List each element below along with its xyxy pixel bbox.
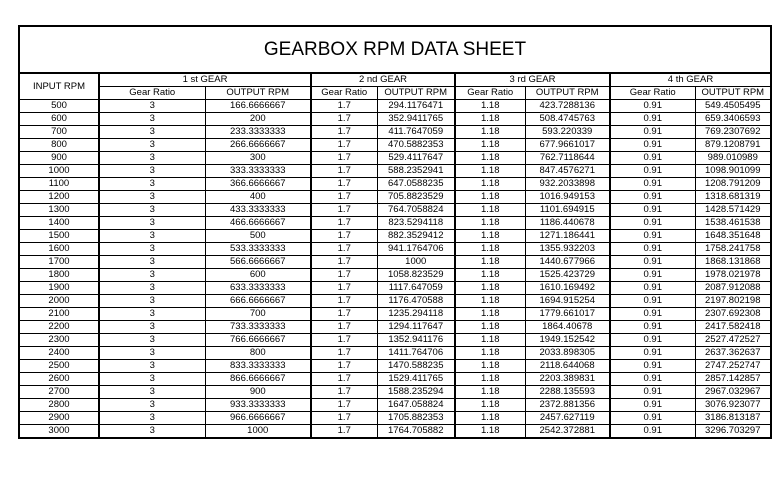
output-rpm-cell: 1764.705882 — [377, 425, 455, 439]
output-rpm-cell: 2307.692308 — [695, 308, 771, 321]
input-rpm-cell: 1600 — [19, 243, 99, 256]
output-rpm-cell: 508.4745763 — [525, 113, 610, 126]
output-rpm-cell: 1758.241758 — [695, 243, 771, 256]
gear-ratio-cell: 0.91 — [610, 230, 695, 243]
output-rpm-cell: 600 — [205, 269, 311, 282]
output-rpm-cell: 933.3333333 — [205, 399, 311, 412]
gear-ratio-cell: 1.7 — [311, 295, 377, 308]
output-rpm-cell: 1318.681319 — [695, 191, 771, 204]
output-rpm-cell: 2857.142857 — [695, 373, 771, 386]
input-rpm-header: INPUT RPM — [19, 73, 99, 100]
output-rpm-cell: 200 — [205, 113, 311, 126]
output-rpm-header: OUTPUT RPM — [525, 87, 610, 100]
output-rpm-cell: 1647.058824 — [377, 399, 455, 412]
output-rpm-cell: 1428.571429 — [695, 204, 771, 217]
output-rpm-cell: 2747.252747 — [695, 360, 771, 373]
output-rpm-cell: 233.3333333 — [205, 126, 311, 139]
input-rpm-cell: 1400 — [19, 217, 99, 230]
gear-ratio-cell: 0.91 — [610, 165, 695, 178]
output-rpm-cell: 500 — [205, 230, 311, 243]
gear-ratio-cell: 1.18 — [455, 347, 525, 360]
gear-ratio-cell: 1.18 — [455, 295, 525, 308]
gear-ratio-cell: 3 — [99, 347, 205, 360]
table-row — [19, 100, 771, 113]
output-rpm-cell: 900 — [205, 386, 311, 399]
input-rpm-cell: 2200 — [19, 321, 99, 334]
output-rpm-cell: 666.6666667 — [205, 295, 311, 308]
output-rpm-cell: 2637.362637 — [695, 347, 771, 360]
gear-ratio-cell: 3 — [99, 204, 205, 217]
input-rpm-cell: 700 — [19, 126, 99, 139]
output-rpm-cell: 1440.677966 — [525, 256, 610, 269]
input-rpm-cell: 1300 — [19, 204, 99, 217]
gear-ratio-cell: 1.18 — [455, 321, 525, 334]
output-rpm-cell: 762.7118644 — [525, 152, 610, 165]
gear-ratio-cell: 1.18 — [455, 217, 525, 230]
gear-ratio-cell: 0.91 — [610, 217, 695, 230]
table-row — [19, 113, 771, 126]
gear-ratio-cell: 0.91 — [610, 243, 695, 256]
gear-3-header: 3 rd GEAR — [455, 73, 610, 87]
gear-ratio-cell: 1.7 — [311, 139, 377, 152]
gear-ratio-cell: 1.7 — [311, 360, 377, 373]
gear-ratio-cell: 0.91 — [610, 100, 695, 113]
gear-ratio-cell: 1.18 — [455, 100, 525, 113]
gear-ratio-cell: 0.91 — [610, 425, 695, 439]
output-rpm-cell: 633.3333333 — [205, 282, 311, 295]
gear-ratio-cell: 3 — [99, 191, 205, 204]
gear-ratio-header: Gear Ratio — [610, 87, 695, 100]
gear-ratio-cell: 1.18 — [455, 230, 525, 243]
gear-ratio-cell: 3 — [99, 425, 205, 439]
gear-ratio-cell: 0.91 — [610, 126, 695, 139]
gear-ratio-header: Gear Ratio — [311, 87, 377, 100]
output-rpm-cell: 400 — [205, 191, 311, 204]
output-rpm-cell: 2457.627119 — [525, 412, 610, 425]
input-rpm-cell: 1200 — [19, 191, 99, 204]
table-row — [19, 360, 771, 373]
gear-ratio-cell: 3 — [99, 100, 205, 113]
gear-ratio-cell: 3 — [99, 334, 205, 347]
input-rpm-cell: 2700 — [19, 386, 99, 399]
output-rpm-cell: 1470.588235 — [377, 360, 455, 373]
output-rpm-cell: 593.220339 — [525, 126, 610, 139]
input-rpm-cell: 2100 — [19, 308, 99, 321]
table-row — [19, 295, 771, 308]
gear-ratio-cell: 0.91 — [610, 360, 695, 373]
output-rpm-cell: 466.6666667 — [205, 217, 311, 230]
gear-ratio-cell: 1.7 — [311, 269, 377, 282]
output-rpm-cell: 1352.941176 — [377, 334, 455, 347]
gear-ratio-cell: 1.18 — [455, 191, 525, 204]
output-rpm-cell: 647.0588235 — [377, 178, 455, 191]
gear-ratio-cell: 0.91 — [610, 256, 695, 269]
output-rpm-cell: 1208.791209 — [695, 178, 771, 191]
gear-ratio-cell: 0.91 — [610, 321, 695, 334]
gear-ratio-cell: 0.91 — [610, 152, 695, 165]
gear-ratio-cell: 0.91 — [610, 308, 695, 321]
gear-ratio-cell: 3 — [99, 269, 205, 282]
input-rpm-cell: 500 — [19, 100, 99, 113]
gear-ratio-cell: 1.18 — [455, 360, 525, 373]
output-rpm-cell: 1000 — [377, 256, 455, 269]
input-rpm-cell: 2300 — [19, 334, 99, 347]
gear-ratio-cell: 1.7 — [311, 256, 377, 269]
gear-ratio-cell: 0.91 — [610, 373, 695, 386]
gear-ratio-cell: 1.18 — [455, 412, 525, 425]
gear-ratio-cell: 1.7 — [311, 321, 377, 334]
gear-ratio-cell: 1.7 — [311, 399, 377, 412]
gear-ratio-cell: 1.7 — [311, 412, 377, 425]
output-rpm-cell: 1000 — [205, 425, 311, 439]
gear-ratio-cell: 1.18 — [455, 152, 525, 165]
output-rpm-cell: 166.6666667 — [205, 100, 311, 113]
output-rpm-cell: 333.3333333 — [205, 165, 311, 178]
output-rpm-cell: 2087.912088 — [695, 282, 771, 295]
output-rpm-cell: 470.5882353 — [377, 139, 455, 152]
sub-header-row — [19, 87, 771, 100]
gear-ratio-cell: 0.91 — [610, 295, 695, 308]
gear-ratio-cell: 0.91 — [610, 269, 695, 282]
output-rpm-cell: 294.1176471 — [377, 100, 455, 113]
output-rpm-cell: 769.2307692 — [695, 126, 771, 139]
output-rpm-cell: 1949.152542 — [525, 334, 610, 347]
table-row — [19, 399, 771, 412]
gear-ratio-cell: 1.7 — [311, 308, 377, 321]
gear-ratio-cell: 3 — [99, 243, 205, 256]
gear-ratio-cell: 0.91 — [610, 282, 695, 295]
output-rpm-cell: 1117.647059 — [377, 282, 455, 295]
gear-ratio-cell: 0.91 — [610, 347, 695, 360]
input-rpm-cell: 2400 — [19, 347, 99, 360]
gear-ratio-header: Gear Ratio — [99, 87, 205, 100]
output-rpm-cell: 3296.703297 — [695, 425, 771, 439]
input-rpm-cell: 2500 — [19, 360, 99, 373]
gear-4-header: 4 th GEAR — [610, 73, 771, 87]
output-rpm-cell: 966.6666667 — [205, 412, 311, 425]
output-rpm-cell: 764.7058824 — [377, 204, 455, 217]
table-row — [19, 204, 771, 217]
table-row — [19, 243, 771, 256]
output-rpm-cell: 1529.411765 — [377, 373, 455, 386]
output-rpm-cell: 700 — [205, 308, 311, 321]
gear-ratio-cell: 1.7 — [311, 347, 377, 360]
output-rpm-cell: 2967.032967 — [695, 386, 771, 399]
gear-ratio-cell: 1.7 — [311, 217, 377, 230]
input-rpm-cell: 800 — [19, 139, 99, 152]
input-rpm-cell: 3000 — [19, 425, 99, 439]
output-rpm-cell: 2197.802198 — [695, 295, 771, 308]
gear-ratio-cell: 1.7 — [311, 178, 377, 191]
gear-ratio-cell: 1.7 — [311, 386, 377, 399]
output-rpm-cell: 823.5294118 — [377, 217, 455, 230]
gear-ratio-cell: 1.7 — [311, 113, 377, 126]
gear-ratio-cell: 3 — [99, 386, 205, 399]
output-rpm-cell: 566.6666667 — [205, 256, 311, 269]
gear-ratio-cell: 0.91 — [610, 334, 695, 347]
output-rpm-cell: 300 — [205, 152, 311, 165]
output-rpm-cell: 1294.117647 — [377, 321, 455, 334]
output-rpm-cell: 2527.472527 — [695, 334, 771, 347]
output-rpm-cell: 800 — [205, 347, 311, 360]
gearbox-rpm-table — [18, 25, 772, 439]
gear-ratio-cell: 3 — [99, 308, 205, 321]
gear-ratio-cell: 1.18 — [455, 308, 525, 321]
output-rpm-cell: 989.010989 — [695, 152, 771, 165]
input-rpm-cell: 1100 — [19, 178, 99, 191]
gear-ratio-cell: 1.18 — [455, 139, 525, 152]
table-row — [19, 217, 771, 230]
gear-2-header: 2 nd GEAR — [311, 73, 455, 87]
gear-ratio-cell: 0.91 — [610, 386, 695, 399]
gear-ratio-cell: 1.7 — [311, 425, 377, 439]
output-rpm-cell: 766.6666667 — [205, 334, 311, 347]
gear-ratio-cell: 1.18 — [455, 178, 525, 191]
gear-header-row — [19, 73, 771, 87]
gear-ratio-cell: 1.18 — [455, 165, 525, 178]
table-row — [19, 282, 771, 295]
gear-ratio-cell: 3 — [99, 113, 205, 126]
table-row — [19, 230, 771, 243]
gear-ratio-cell: 3 — [99, 217, 205, 230]
output-rpm-cell: 2203.389831 — [525, 373, 610, 386]
output-rpm-header: OUTPUT RPM — [205, 87, 311, 100]
output-rpm-cell: 1648.351648 — [695, 230, 771, 243]
input-rpm-cell: 1500 — [19, 230, 99, 243]
gear-ratio-cell: 1.7 — [311, 373, 377, 386]
table-row — [19, 139, 771, 152]
gear-ratio-cell: 1.7 — [311, 126, 377, 139]
table-row — [19, 373, 771, 386]
output-rpm-cell: 833.3333333 — [205, 360, 311, 373]
output-rpm-cell: 1016.949153 — [525, 191, 610, 204]
output-rpm-cell: 1355.932203 — [525, 243, 610, 256]
input-rpm-cell: 600 — [19, 113, 99, 126]
output-rpm-cell: 1058.823529 — [377, 269, 455, 282]
output-rpm-cell: 1779.661017 — [525, 308, 610, 321]
gear-ratio-cell: 3 — [99, 321, 205, 334]
gear-ratio-cell: 1.7 — [311, 100, 377, 113]
input-rpm-cell: 1900 — [19, 282, 99, 295]
input-rpm-cell: 1800 — [19, 269, 99, 282]
output-rpm-cell: 1694.915254 — [525, 295, 610, 308]
output-rpm-cell: 2372.881356 — [525, 399, 610, 412]
output-rpm-cell: 1176.470588 — [377, 295, 455, 308]
gear-ratio-cell: 0.91 — [610, 178, 695, 191]
table-row — [19, 334, 771, 347]
gear-ratio-cell: 1.7 — [311, 243, 377, 256]
output-rpm-cell: 882.3529412 — [377, 230, 455, 243]
output-rpm-cell: 352.9411765 — [377, 113, 455, 126]
gear-1-header: 1 st GEAR — [99, 73, 311, 87]
input-rpm-cell: 900 — [19, 152, 99, 165]
gear-ratio-cell: 1.7 — [311, 165, 377, 178]
table-row — [19, 412, 771, 425]
gear-ratio-cell: 0.91 — [610, 412, 695, 425]
gear-ratio-cell: 3 — [99, 256, 205, 269]
table-row — [19, 126, 771, 139]
output-rpm-cell: 411.7647059 — [377, 126, 455, 139]
input-rpm-cell: 1000 — [19, 165, 99, 178]
gear-ratio-cell: 3 — [99, 126, 205, 139]
output-rpm-cell: 1411.764706 — [377, 347, 455, 360]
gear-ratio-cell: 3 — [99, 373, 205, 386]
gear-ratio-cell: 1.7 — [311, 152, 377, 165]
gear-ratio-cell: 1.7 — [311, 282, 377, 295]
table-row — [19, 425, 771, 439]
gear-ratio-cell: 3 — [99, 139, 205, 152]
gear-ratio-cell: 1.7 — [311, 191, 377, 204]
output-rpm-cell: 1610.169492 — [525, 282, 610, 295]
gear-ratio-cell: 0.91 — [610, 191, 695, 204]
output-rpm-cell: 2118.644068 — [525, 360, 610, 373]
output-rpm-cell: 2542.372881 — [525, 425, 610, 439]
output-rpm-cell: 866.6666667 — [205, 373, 311, 386]
output-rpm-header: OUTPUT RPM — [695, 87, 771, 100]
output-rpm-cell: 2288.135593 — [525, 386, 610, 399]
gear-ratio-cell: 1.18 — [455, 126, 525, 139]
output-rpm-cell: 533.3333333 — [205, 243, 311, 256]
gear-ratio-cell: 3 — [99, 152, 205, 165]
output-rpm-cell: 3076.923077 — [695, 399, 771, 412]
output-rpm-cell: 733.3333333 — [205, 321, 311, 334]
table-row — [19, 308, 771, 321]
output-rpm-cell: 1098.901099 — [695, 165, 771, 178]
gear-ratio-cell: 0.91 — [610, 204, 695, 217]
input-rpm-cell: 2000 — [19, 295, 99, 308]
gear-ratio-cell: 1.18 — [455, 373, 525, 386]
gear-ratio-cell: 3 — [99, 295, 205, 308]
gear-ratio-cell: 1.18 — [455, 334, 525, 347]
output-rpm-cell: 1525.423729 — [525, 269, 610, 282]
table-row — [19, 165, 771, 178]
output-rpm-cell: 366.6666667 — [205, 178, 311, 191]
input-rpm-cell: 2900 — [19, 412, 99, 425]
output-rpm-cell: 433.3333333 — [205, 204, 311, 217]
output-rpm-cell: 1538.461538 — [695, 217, 771, 230]
table-row — [19, 152, 771, 165]
gear-ratio-cell: 1.18 — [455, 282, 525, 295]
gear-ratio-cell: 3 — [99, 282, 205, 295]
gear-ratio-cell: 3 — [99, 399, 205, 412]
title-row — [19, 26, 771, 73]
gear-ratio-cell: 1.18 — [455, 425, 525, 439]
output-rpm-cell: 588.2352941 — [377, 165, 455, 178]
sheet-title: GEARBOX RPM DATA SHEET — [19, 26, 771, 73]
table-row — [19, 269, 771, 282]
input-rpm-cell: 2800 — [19, 399, 99, 412]
output-rpm-cell: 879.1208791 — [695, 139, 771, 152]
gear-ratio-cell: 3 — [99, 360, 205, 373]
output-rpm-cell: 2417.582418 — [695, 321, 771, 334]
table-row — [19, 191, 771, 204]
table-row — [19, 178, 771, 191]
output-rpm-cell: 1271.186441 — [525, 230, 610, 243]
output-rpm-cell: 1978.021978 — [695, 269, 771, 282]
gear-ratio-cell: 3 — [99, 178, 205, 191]
gear-ratio-header: Gear Ratio — [455, 87, 525, 100]
output-rpm-cell: 549.4505495 — [695, 100, 771, 113]
output-rpm-cell: 1186.440678 — [525, 217, 610, 230]
output-rpm-cell: 3186.813187 — [695, 412, 771, 425]
gear-ratio-cell: 1.7 — [311, 230, 377, 243]
gear-ratio-cell: 3 — [99, 412, 205, 425]
output-rpm-cell: 1588.235294 — [377, 386, 455, 399]
table-row — [19, 347, 771, 360]
output-rpm-cell: 659.3406593 — [695, 113, 771, 126]
gear-ratio-cell: 0.91 — [610, 399, 695, 412]
gear-ratio-cell: 3 — [99, 230, 205, 243]
output-rpm-cell: 1705.882353 — [377, 412, 455, 425]
gear-ratio-cell: 1.18 — [455, 204, 525, 217]
input-rpm-cell: 1700 — [19, 256, 99, 269]
input-rpm-cell: 2600 — [19, 373, 99, 386]
gear-ratio-cell: 1.7 — [311, 334, 377, 347]
table-body — [19, 100, 771, 439]
gear-ratio-cell: 1.18 — [455, 113, 525, 126]
output-rpm-cell: 1864.40678 — [525, 321, 610, 334]
gear-ratio-cell: 1.7 — [311, 204, 377, 217]
gear-ratio-cell: 0.91 — [610, 139, 695, 152]
output-rpm-cell: 705.8823529 — [377, 191, 455, 204]
gear-ratio-cell: 1.18 — [455, 256, 525, 269]
gear-ratio-cell: 1.18 — [455, 399, 525, 412]
output-rpm-cell: 677.9661017 — [525, 139, 610, 152]
output-rpm-header: OUTPUT RPM — [377, 87, 455, 100]
output-rpm-cell: 2033.898305 — [525, 347, 610, 360]
table-row — [19, 386, 771, 399]
output-rpm-cell: 1868.131868 — [695, 256, 771, 269]
gear-ratio-cell: 1.18 — [455, 269, 525, 282]
output-rpm-cell: 941.1764706 — [377, 243, 455, 256]
gear-ratio-cell: 1.18 — [455, 386, 525, 399]
table-row — [19, 321, 771, 334]
table-row — [19, 256, 771, 269]
output-rpm-cell: 266.6666667 — [205, 139, 311, 152]
output-rpm-cell: 529.4117647 — [377, 152, 455, 165]
output-rpm-cell: 423.7288136 — [525, 100, 610, 113]
gear-ratio-cell: 0.91 — [610, 113, 695, 126]
output-rpm-cell: 847.4576271 — [525, 165, 610, 178]
gear-ratio-cell: 3 — [99, 165, 205, 178]
gear-ratio-cell: 1.18 — [455, 243, 525, 256]
output-rpm-cell: 932.2033898 — [525, 178, 610, 191]
output-rpm-cell: 1101.694915 — [525, 204, 610, 217]
output-rpm-cell: 1235.294118 — [377, 308, 455, 321]
